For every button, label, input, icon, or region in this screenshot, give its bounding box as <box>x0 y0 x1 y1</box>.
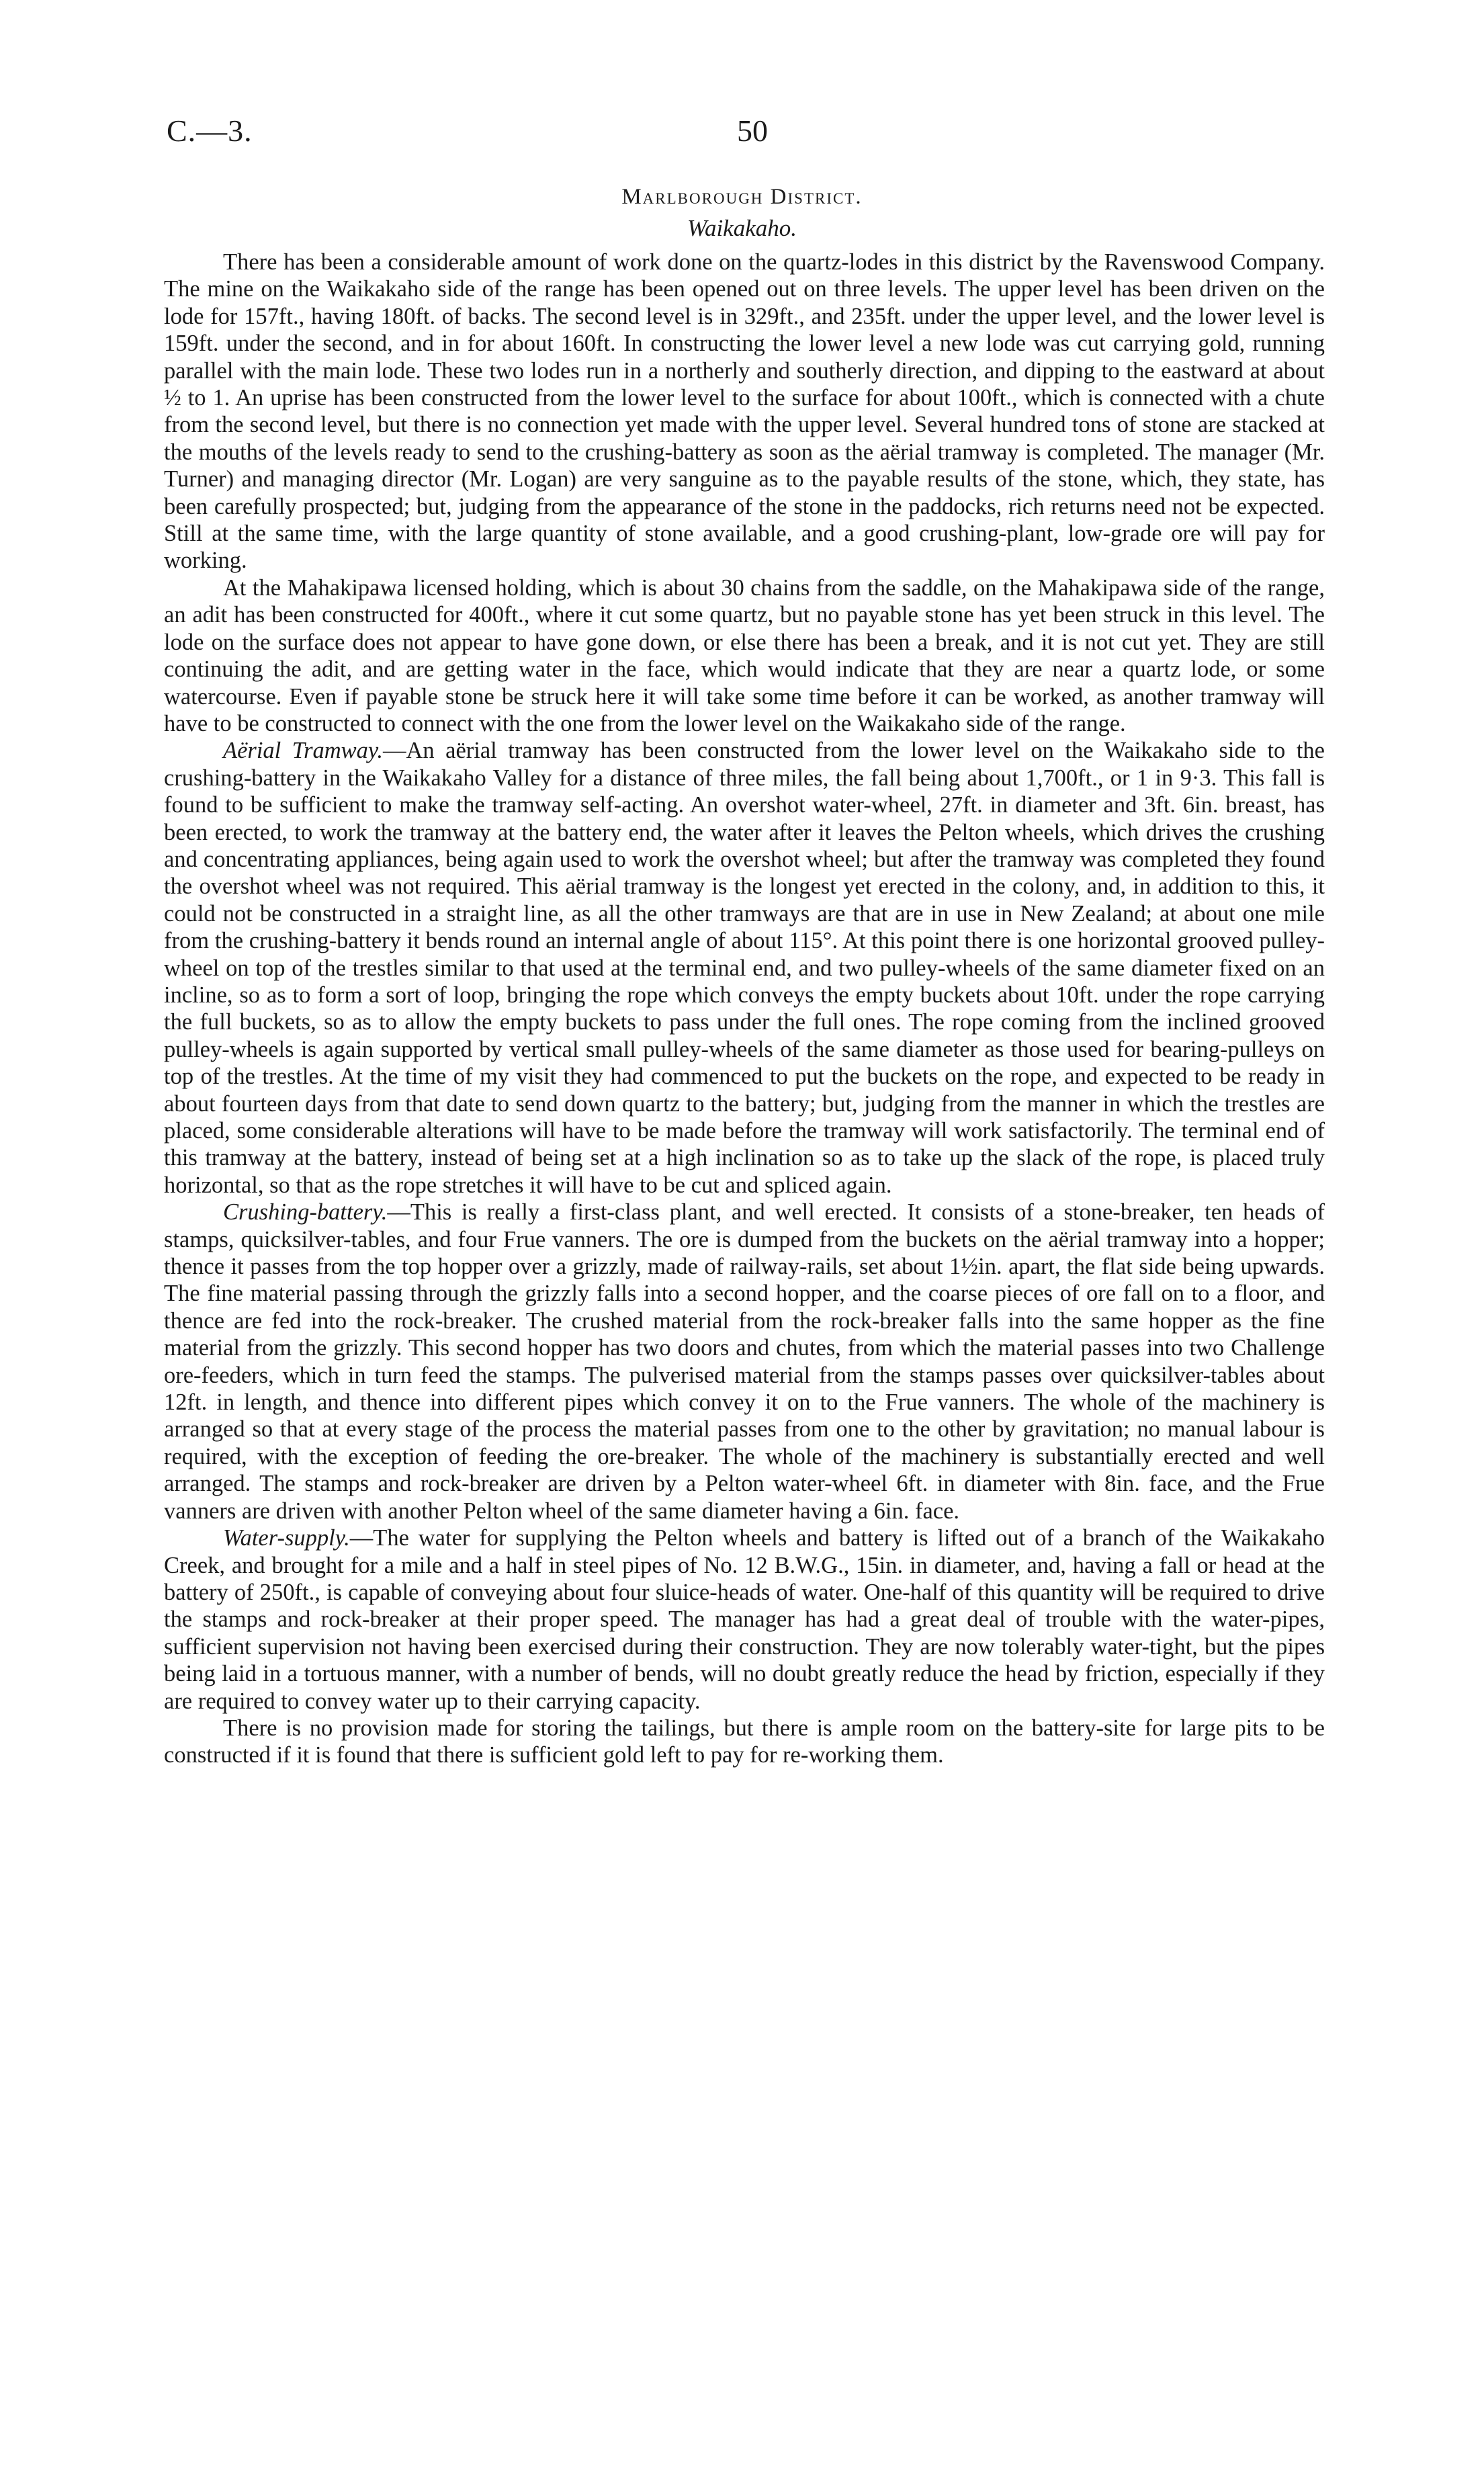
paragraph-ravenswood-mine <box>164 249 1325 574</box>
document-reference: C.—3. <box>167 114 253 148</box>
page-number: 50 <box>737 114 768 148</box>
paragraph-water-supply <box>164 1524 1325 1715</box>
paragraph-text: —This is really a first-class plant, and well erected. It consists of a stone-breaker, ten heads of stamps, quicksilver-tables, and four Frue vanners. The ore is dumped from the buckets on the aërial tramway into a hopper; thence it passes from the top hopper over a grizzly, made of railway-rails, set about 1½in. apart, the flat side being upwards. The fine material passing through the grizzly falls into a second hopper, and the coarse pieces of ore fall on to a floor, and thence are fed into the rock-breaker. The crushed material from the rock-breaker falls into the same hopper as the fine material from the grizzly. This second hopper has two doors and chutes, from which the material passes into two Challenge ore-feeders, which in turn feed the stamps. The pulverised material from the stamps passes over quicksilver-tables about 12ft. in length, and thence into different pipes which convey it on to the Frue vanners. The whole of the machinery is arranged so that at every stage of the process the material passes from one to the other by gravitation; no manual labour is required, with the exception of feeding the ore-breaker. The whole of the machinery is substantially erected and well arranged. The stamps and rock-breaker are driven by a Pelton water-wheel 6ft. in diameter with 8in. face, and the Frue vanners are driven with another Pelton wheel of the same diameter having a 6in. face. <box>164 1199 1325 1524</box>
paragraph-run-in-heading: Water-supply. <box>223 1525 350 1551</box>
paragraph-text: —An aërial tramway has been constructed from the lower level on the Waikakaho side to the crushing-battery in the Waikakaho Valley for a distance of three miles, the fall being about 1,700ft., or 1 in 9·3. This fall is found to be sufficient to make the tramway self-acting. An overshot water-wheel, 27ft. in diameter and 3ft. 6in. breast, has been erected, to work the tramway at the battery end, the water after it leaves the Pelton wheels, which drives the crushing and concentrating appliances, being again used to work the overshot wheel; but after the tramway was completed they found the overshot wheel was not required. This aërial tramway is the longest yet erected in the colony, and, in addition to this, it could not be constructed in a straight line, as all the other tramways are that are in use in New Zealand; at about one mile from the crushing-battery it bends round an internal angle of about 115°. At this point there is one horizontal grooved pulley-wheel on top of the trestles similar to that used at the terminal end, and two pulley-wheels of the same diameter fixed on an incline, so as to form a sort of loop, bringing the rope which conveys the empty buckets about 10ft. under the rope carrying the full buckets, so as to allow the empty buckets to pass under the full ones. The rope coming from the inclined grooved pulley-wheels is again supported by vertical small pulley-wheels of the same diameter as those used for bearing-pulleys on top of the trestles. At the time of my visit they had commenced to put the buckets on the rope, and expected to be ready in about fourteen days from that date to send down quartz to the battery; but, judging from the manner in which the trestles are placed, some considerable alterations will have to be made before the tramway will work satisfactorily. The terminal end of this tramway at the battery, instead of being set at a high inclination so as to take up the slack of the rope, is placed truly horizontal, so that as the rope stretches it will have to be cut and spliced again. <box>164 738 1325 1198</box>
paragraph-crushing-battery <box>164 1199 1325 1524</box>
paragraph-text: At the Mahakipawa licensed holding, which is about 30 chains from the saddle, on the Mahakipawa side of the range, an adit has been constructed for 400ft., where it cut some quartz, but no payable stone has yet been struck in this level. The lode on the surface does not appear to have gone down, or else there has been a break, and it is not cut yet. They are still continuing the adit, and are getting water in the face, which would indicate that they are near a quartz lode, or some watercourse. Even if payable stone be struck here it will take some time before it can be worked, as another tramway will have to be constructed to connect with the one from the lower level on the Waikakaho side of the range. <box>164 574 1325 736</box>
paragraph-mahakipawa-holding <box>164 574 1325 737</box>
paragraph-aerial-tramway <box>164 737 1325 1199</box>
paragraph-text: There has been a considerable amount of work done on the quartz-lodes in this district by the Ravenswood Company. The mine on the Waikakaho side of the range has been opened out on three levels. The upper level has been driven on the lode for 157ft., having 180ft. of backs. The second level is in 329ft., and 235ft. under the upper level, and the lower level is 159ft. under the second, and in for about 160ft. In constructing the lower level a new lode was cut carrying gold, running parallel with the main lode. These two lodes run in a northerly and southerly direction, and dipping to the eastward at about ½ to 1. An uprise has been constructed from the lower level to the surface for about 100ft., which is connected with a chute from the second level, but there is no connection yet made with the upper level. Several hundred tons of stone are stacked at the mouths of the levels ready to send to the crushing-battery as soon as the aërial tramway is completed. The manager (Mr. Turner) and managing director (Mr. Logan) are very sanguine as to the payable results of the stone, which, they state, has been carefully prospected; but, judging from the appearance of the stone in the paddocks, rich returns need not be expected. Still at the same time, with the large quantity of stone available, and a good crushing-plant, low-grade ore will pay for working. <box>164 249 1325 574</box>
paragraph-text: —The water for supplying the Pelton wheels and battery is lifted out of a branch of the Waikakaho Creek, and brought for a mile and a half in steel pipes of No. 12 B.W.G., 15in. in diameter, and, having a fall or head at the battery of 250ft., is capable of conveying about four sluice-heads of water. One-half of this quantity will be required to drive the stamps and rock-breaker at their proper speed. The manager has had a great deal of trouble with the water-pipes, sufficient supervision not having been exercised during their construction. They are now tolerably water-tight, but the pipes being laid in a tortuous manner, with a number of bends, will no doubt greatly reduce the head by friction, especially if they are required to convey water up to their carrying capacity. <box>164 1525 1325 1714</box>
paragraph-run-in-heading: Aërial Tramway. <box>223 738 383 764</box>
district-heading: Marlborough District. <box>621 185 863 209</box>
report-body <box>164 249 1325 1769</box>
locality-heading: Waikakaho. <box>687 215 797 241</box>
paragraph-text: There is no provision made for storing the tailings, but there is ample room on the battery-site for large pits to be constructed if it is found that there is sufficient gold left to pay for re-working them. <box>164 1715 1325 1768</box>
paragraph-tailings <box>164 1715 1325 1769</box>
paragraph-run-in-heading: Crushing-battery. <box>223 1199 388 1226</box>
